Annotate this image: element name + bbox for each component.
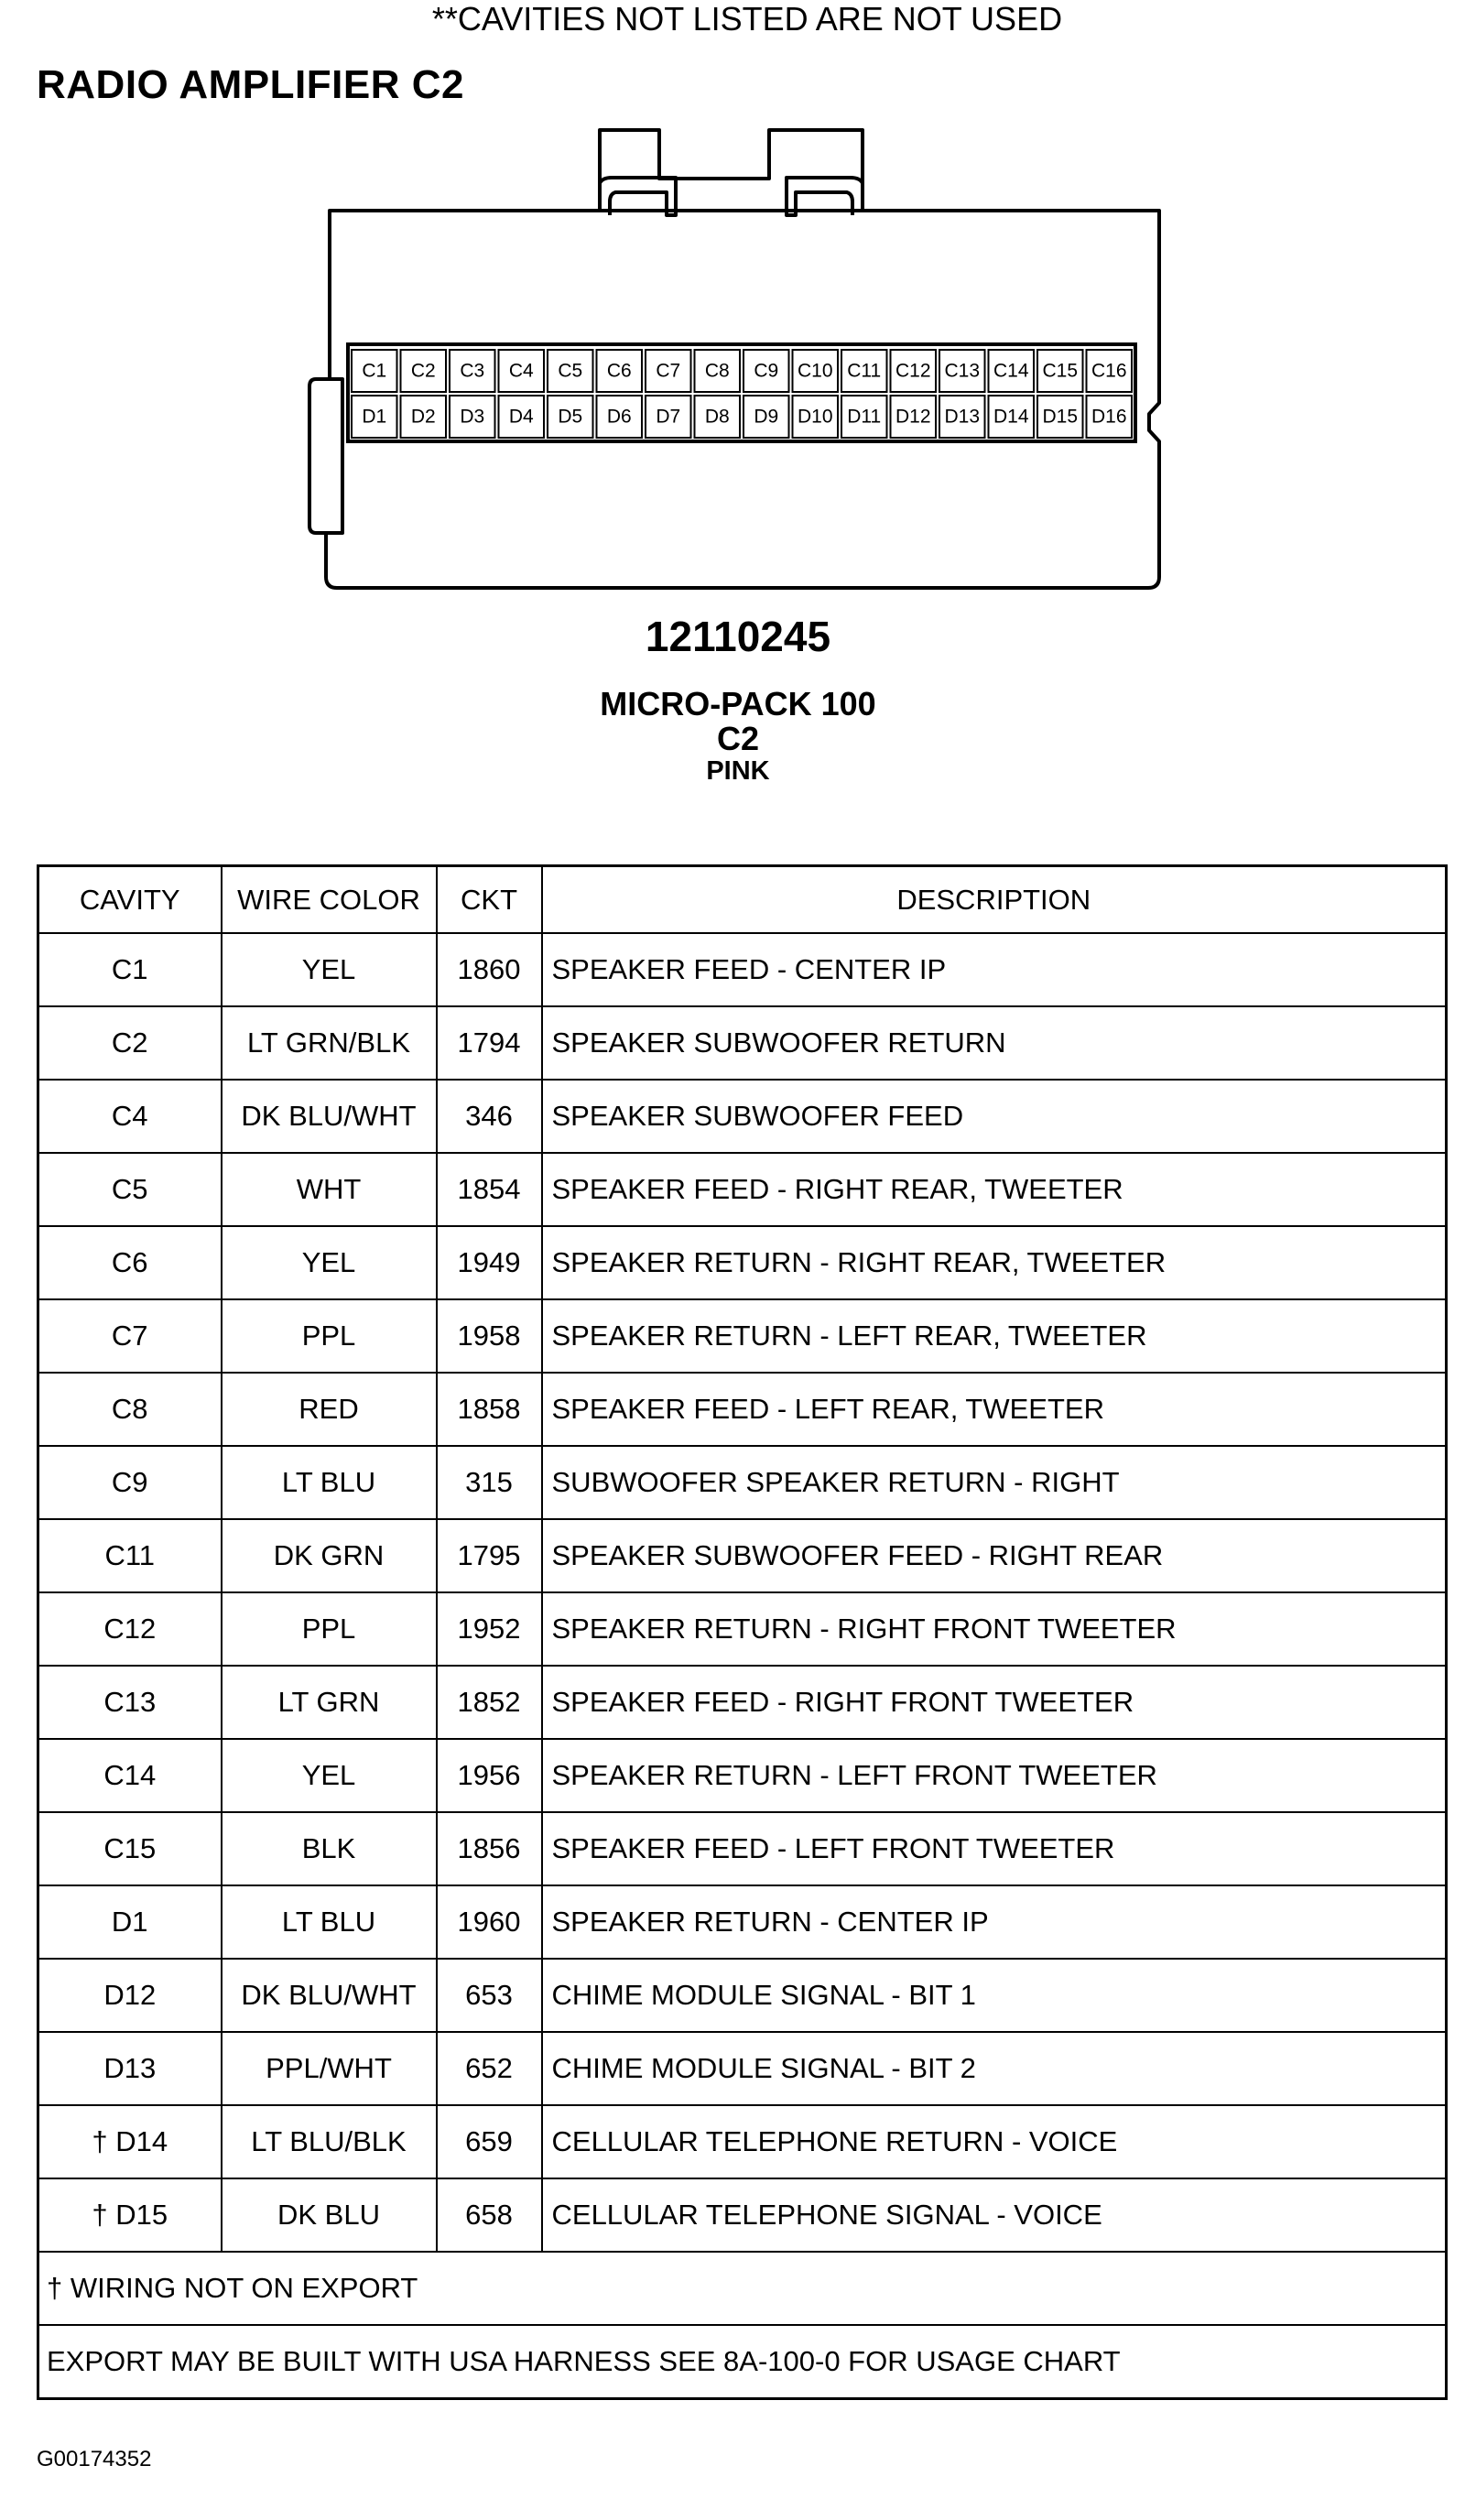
cavity-cell: † D14 [38, 2105, 222, 2178]
description-cell: SPEAKER FEED - RIGHT FRONT TWEETER [542, 1666, 1447, 1739]
cavity-cell: D1 [38, 1885, 222, 1959]
description-cell: SPEAKER FEED - CENTER IP [542, 933, 1447, 1006]
pin-label: D7 [656, 406, 681, 428]
table-row [38, 933, 1447, 1006]
description-cell: CELLULAR TELEPHONE RETURN - VOICE [542, 2105, 1447, 2178]
header-wire-color: WIRE COLOR [222, 866, 437, 934]
connector-housing [309, 130, 1159, 588]
table-row [38, 1592, 1447, 1666]
pin-cells [352, 350, 1132, 438]
description-cell: SPEAKER SUBWOOFER FEED - RIGHT REAR [542, 1519, 1447, 1592]
wire-color-cell: DK BLU/WHT [222, 1959, 437, 2032]
table-header-row [38, 866, 1447, 934]
table-row [38, 1666, 1447, 1739]
pin-label: D4 [508, 406, 534, 428]
cavity-cell: C6 [38, 1226, 222, 1299]
pin-label: C14 [993, 360, 1029, 382]
pin-label: C7 [656, 360, 681, 382]
description-cell: CHIME MODULE SIGNAL - BIT 2 [542, 2032, 1447, 2105]
table-note-row [38, 2252, 1447, 2325]
wire-color-cell: PPL/WHT [222, 2032, 437, 2105]
table-body [38, 933, 1447, 2252]
pin-label: D13 [944, 406, 981, 428]
wire-color-cell: LT GRN/BLK [222, 1006, 437, 1080]
wire-color-cell: WHT [222, 1153, 437, 1226]
description-cell: SPEAKER FEED - LEFT REAR, TWEETER [542, 1373, 1447, 1446]
table-row [38, 2178, 1447, 2252]
pin-label: D2 [410, 406, 436, 428]
table-row [38, 1006, 1447, 1080]
pinout-table [37, 864, 1448, 2400]
export-wiring-note: † WIRING NOT ON EXPORT [38, 2252, 1447, 2325]
header-cavity: CAVITY [38, 866, 222, 934]
description-cell: SPEAKER RETURN - LEFT FRONT TWEETER [542, 1739, 1447, 1812]
wire-color-cell: PPL [222, 1299, 437, 1373]
pin-label: C5 [558, 360, 583, 382]
table-row [38, 2032, 1447, 2105]
wire-color-cell: LT BLU/BLK [222, 2105, 437, 2178]
pin-label: D16 [1091, 406, 1127, 428]
ckt-cell: 659 [437, 2105, 542, 2178]
description-cell: SPEAKER FEED - LEFT FRONT TWEETER [542, 1812, 1447, 1885]
table-row [38, 1739, 1447, 1812]
pin-label: D11 [847, 406, 882, 428]
cavity-cell: C8 [38, 1373, 222, 1446]
connector-color: PINK [706, 756, 770, 786]
wire-color-cell: DK GRN [222, 1519, 437, 1592]
cavity-cell: C1 [38, 933, 222, 1006]
cavity-cell: C5 [38, 1153, 222, 1226]
pin-label: D3 [460, 406, 485, 428]
ckt-cell: 1854 [437, 1153, 542, 1226]
ckt-cell: 1960 [437, 1885, 542, 1959]
wire-color-cell: LT GRN [222, 1666, 437, 1739]
ckt-cell: 1794 [437, 1006, 542, 1080]
ckt-cell: 652 [437, 2032, 542, 2105]
pin-label: C9 [754, 360, 779, 382]
ckt-cell: 315 [437, 1446, 542, 1519]
wire-color-cell: PPL [222, 1592, 437, 1666]
connector-family: MICRO-PACK 100 [600, 685, 876, 722]
pin-label: D8 [704, 406, 730, 428]
description-cell: SPEAKER FEED - RIGHT REAR, TWEETER [542, 1153, 1447, 1226]
pin-label: C11 [847, 360, 882, 382]
description-cell: SPEAKER RETURN - RIGHT REAR, TWEETER [542, 1226, 1447, 1299]
pin-label: C1 [362, 360, 387, 382]
ckt-cell: 1956 [437, 1739, 542, 1812]
table-row [38, 1446, 1447, 1519]
table-row [38, 1885, 1447, 1959]
cavity-cell: † D15 [38, 2178, 222, 2252]
connector-id: C2 [716, 720, 760, 757]
cavity-cell: C7 [38, 1299, 222, 1373]
ckt-cell: 1858 [437, 1373, 542, 1446]
cavity-cell: C4 [38, 1080, 222, 1153]
table-row [38, 2105, 1447, 2178]
cavity-cell: C11 [38, 1519, 222, 1592]
description-cell: SUBWOOFER SPEAKER RETURN - RIGHT [542, 1446, 1447, 1519]
ckt-cell: 658 [437, 2178, 542, 2252]
ckt-cell: 1856 [437, 1812, 542, 1885]
table-row [38, 1153, 1447, 1226]
cavity-cell: D12 [38, 1959, 222, 2032]
cavity-cell: C2 [38, 1006, 222, 1080]
table-row [38, 1812, 1447, 1885]
pin-label: C13 [944, 360, 981, 382]
table-note-row [38, 2325, 1447, 2399]
ckt-cell: 1860 [437, 933, 542, 1006]
ckt-cell: 346 [437, 1080, 542, 1153]
table-row [38, 1519, 1447, 1592]
pin-label: D6 [606, 406, 632, 428]
export-harness-note: EXPORT MAY BE BUILT WITH USA HARNESS SEE 8A-100-0 FOR USAGE CHART [38, 2325, 1447, 2399]
pin-label: D1 [362, 406, 387, 428]
pin-label: C16 [1091, 360, 1127, 382]
header-description: DESCRIPTION [542, 866, 1447, 934]
cavity-cell: C12 [38, 1592, 222, 1666]
wire-color-cell: RED [222, 1373, 437, 1446]
connector-diagram [0, 0, 1476, 641]
pin-label: C8 [704, 360, 730, 382]
pin-label: C10 [797, 360, 833, 382]
cavities-note: **CAVITIES NOT LISTED ARE NOT USED [431, 0, 1063, 38]
wire-color-cell: YEL [222, 933, 437, 1006]
description-cell: CHIME MODULE SIGNAL - BIT 1 [542, 1959, 1447, 2032]
ckt-cell: 1952 [437, 1592, 542, 1666]
ckt-cell: 1795 [437, 1519, 542, 1592]
pin-label: D9 [754, 406, 779, 428]
ckt-cell: 653 [437, 1959, 542, 2032]
table-row [38, 1226, 1447, 1299]
pin-label: D14 [993, 406, 1029, 428]
table-row [38, 1299, 1447, 1373]
description-cell: SPEAKER SUBWOOFER RETURN [542, 1006, 1447, 1080]
pin-label: D5 [558, 406, 583, 428]
pin-label: D12 [895, 406, 931, 428]
figure-id: G00174352 [37, 2447, 152, 2471]
table-row [38, 1373, 1447, 1446]
pin-label: C6 [606, 360, 632, 382]
table-row [38, 1959, 1447, 2032]
description-cell: SPEAKER RETURN - RIGHT FRONT TWEETER [542, 1592, 1447, 1666]
diagram-title: RADIO AMPLIFIER C2 [37, 62, 464, 107]
cavity-cell: C13 [38, 1666, 222, 1739]
description-cell: SPEAKER RETURN - CENTER IP [542, 1885, 1447, 1959]
ckt-cell: 1958 [437, 1299, 542, 1373]
table-row [38, 1080, 1447, 1153]
pin-label: C12 [895, 360, 931, 382]
ckt-cell: 1949 [437, 1226, 542, 1299]
pin-label: C15 [1042, 360, 1079, 382]
cavity-cell: C15 [38, 1812, 222, 1885]
pin-label: C4 [508, 360, 534, 382]
header-ckt: CKT [437, 866, 542, 934]
ckt-cell: 1852 [437, 1666, 542, 1739]
description-cell: SPEAKER RETURN - LEFT REAR, TWEETER [542, 1299, 1447, 1373]
description-cell: CELLULAR TELEPHONE SIGNAL - VOICE [542, 2178, 1447, 2252]
part-number: 12110245 [645, 613, 831, 660]
pin-label: C2 [410, 360, 436, 382]
wire-color-cell: YEL [222, 1226, 437, 1299]
wire-color-cell: LT BLU [222, 1446, 437, 1519]
description-cell: SPEAKER SUBWOOFER FEED [542, 1080, 1447, 1153]
cavity-cell: D13 [38, 2032, 222, 2105]
pin-label: C3 [460, 360, 485, 382]
pin-label: D10 [797, 406, 833, 428]
wire-color-cell: DK BLU/WHT [222, 1080, 437, 1153]
pin-label: D15 [1042, 406, 1079, 428]
wire-color-cell: YEL [222, 1739, 437, 1812]
wire-color-cell: BLK [222, 1812, 437, 1885]
wire-color-cell: DK BLU [222, 2178, 437, 2252]
cavity-cell: C9 [38, 1446, 222, 1519]
wire-color-cell: LT BLU [222, 1885, 437, 1959]
cavity-cell: C14 [38, 1739, 222, 1812]
